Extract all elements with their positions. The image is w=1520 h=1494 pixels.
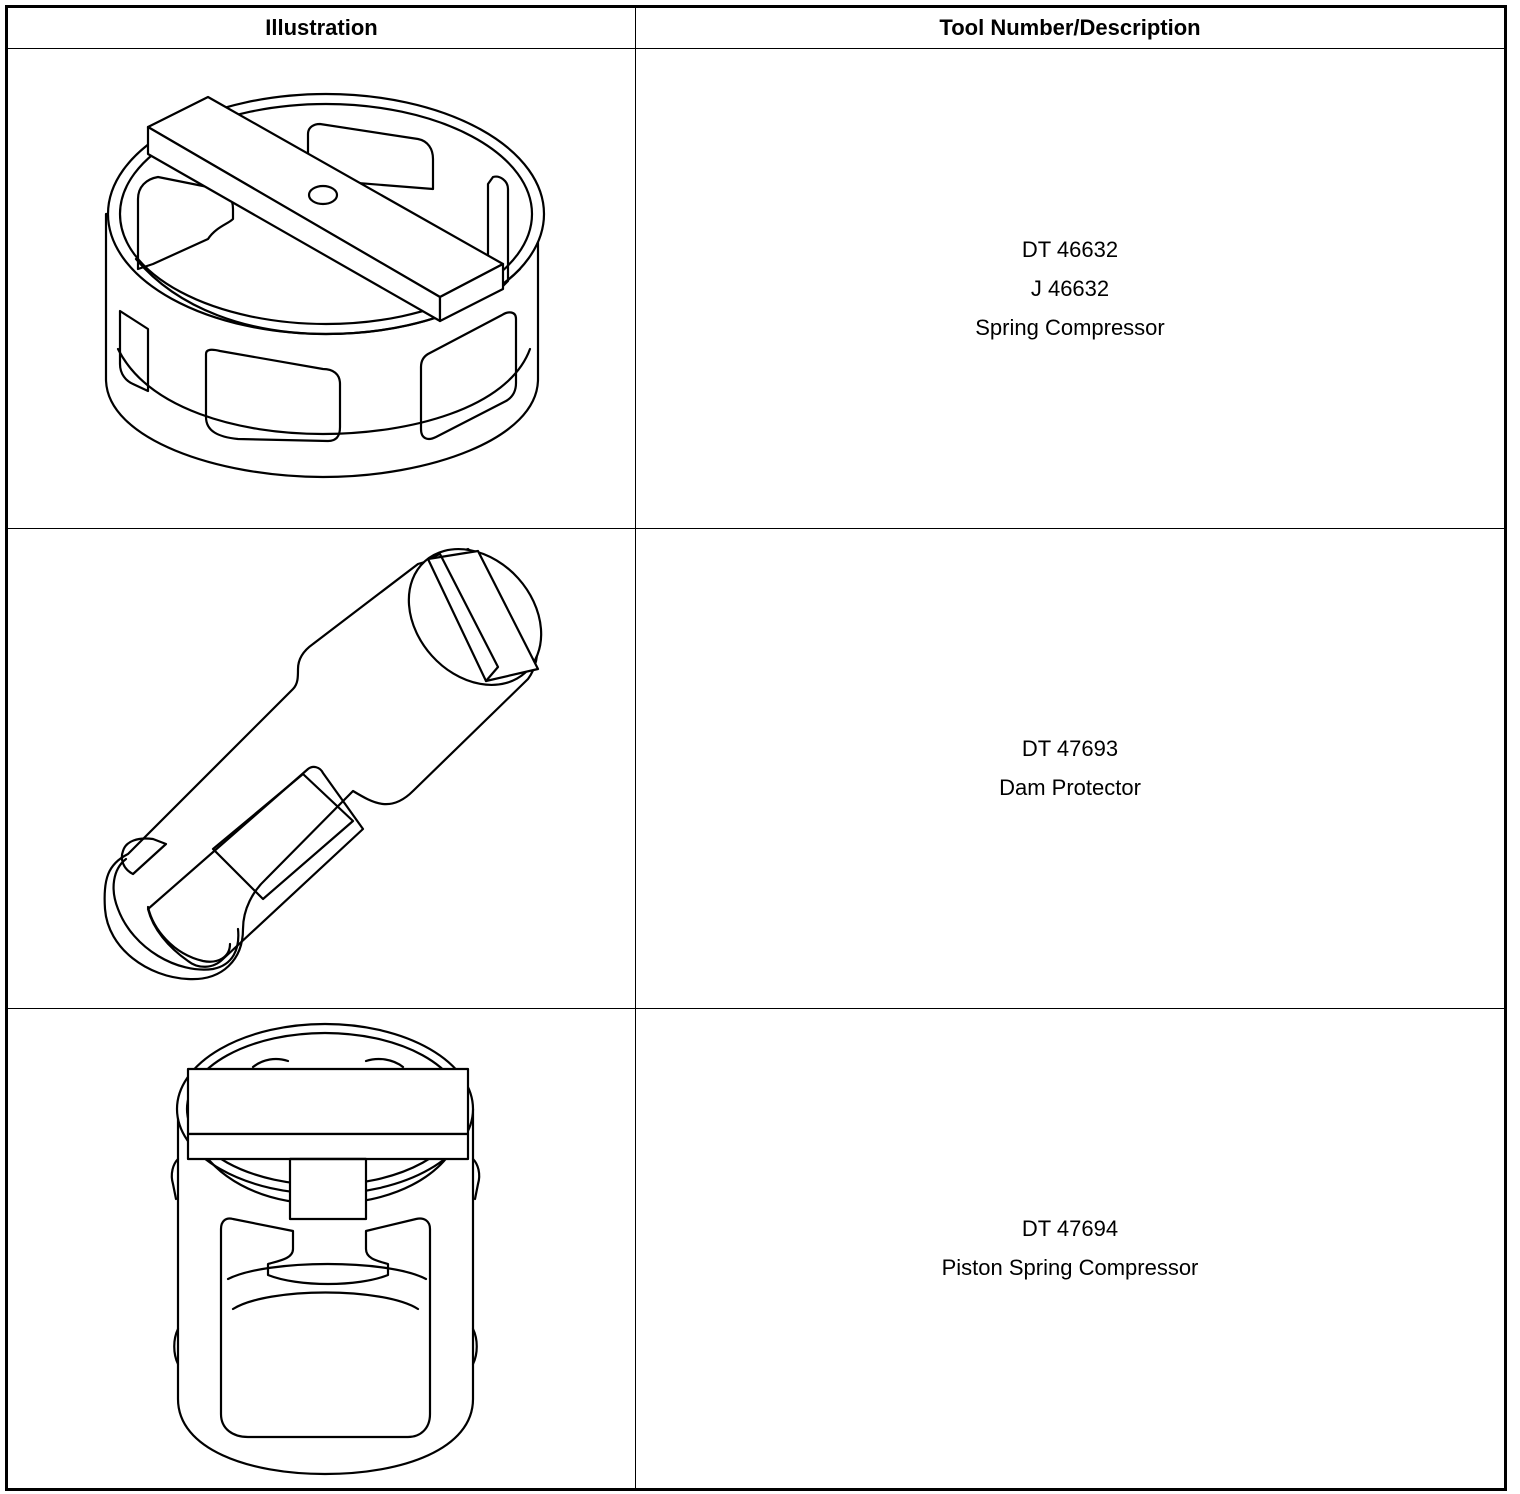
table-row <box>7 1009 1506 1490</box>
tool-table <box>5 5 1507 1491</box>
table-header-row <box>7 7 1506 49</box>
piston-spring-compressor-illustration <box>8 1009 635 1488</box>
tool-description: Spring Compressor <box>975 314 1165 340</box>
description-cell <box>636 1009 1506 1490</box>
tool-number: DT 46632 <box>1021 236 1119 262</box>
illustration-cell <box>7 49 636 529</box>
description-cell <box>636 529 1506 1009</box>
tool-description: Piston Spring Compressor <box>941 1255 1199 1280</box>
illustration-cell <box>7 1009 636 1490</box>
table-row <box>7 529 1506 1009</box>
tool-description: Dam Protector <box>999 775 1141 800</box>
column-header-illustration: Illustration <box>7 7 636 49</box>
illustration-cell <box>7 529 636 1009</box>
spring-compressor-illustration <box>8 49 635 528</box>
tool-number: DT 47693 <box>1021 736 1119 761</box>
tool-number-alt: J 46632 <box>1030 275 1110 301</box>
column-header-tool-description: Tool Number/Description <box>636 7 1506 49</box>
description-cell <box>636 49 1506 529</box>
tool-number: DT 47694 <box>1021 1216 1119 1241</box>
table-row <box>7 49 1506 529</box>
dam-protector-illustration <box>8 529 635 1008</box>
